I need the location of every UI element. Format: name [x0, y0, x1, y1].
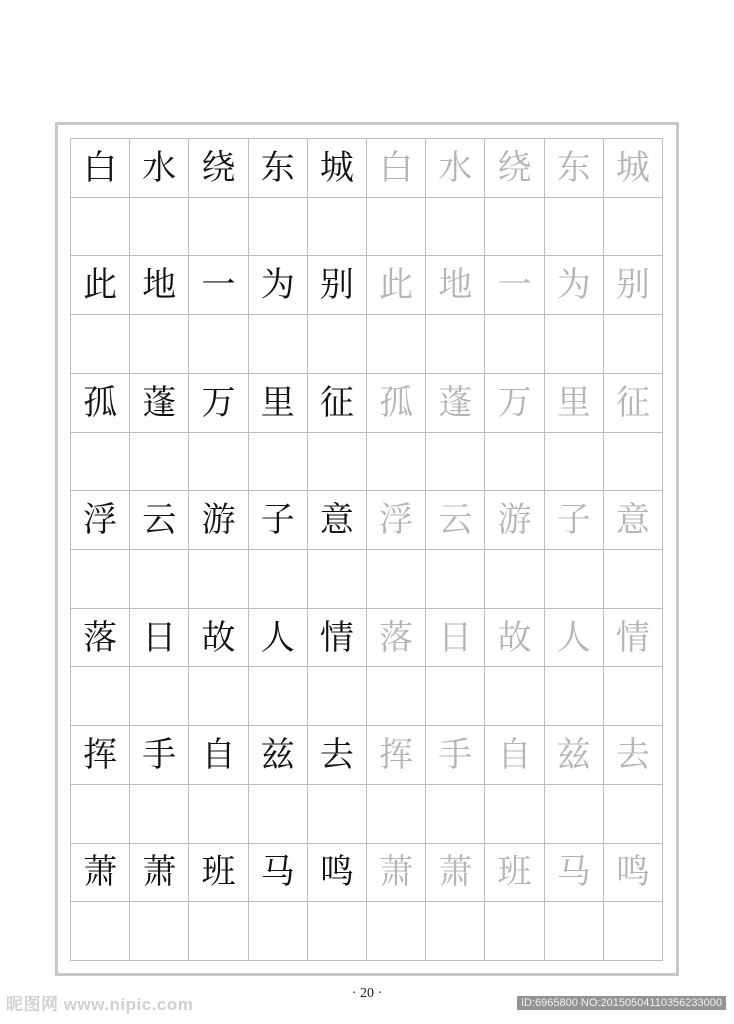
empty-practice-cell [249, 550, 308, 609]
empty-practice-cell [604, 550, 663, 609]
trace-character: 萧 [367, 844, 426, 903]
empty-practice-cell [249, 902, 308, 961]
trace-character: 班 [485, 844, 544, 903]
empty-practice-cell [604, 785, 663, 844]
empty-practice-cell [367, 667, 426, 726]
model-character: 云 [130, 491, 189, 550]
empty-practice-cell [130, 785, 189, 844]
model-character: 地 [130, 256, 189, 315]
model-character: 一 [189, 256, 248, 315]
empty-practice-cell [426, 785, 485, 844]
empty-practice-cell [426, 433, 485, 492]
empty-practice-cell [189, 785, 248, 844]
trace-character: 子 [545, 491, 604, 550]
model-character: 手 [130, 726, 189, 785]
model-character: 东 [249, 139, 308, 198]
empty-practice-cell [130, 198, 189, 257]
empty-practice-cell [130, 433, 189, 492]
trace-character: 云 [426, 491, 485, 550]
empty-practice-cell [130, 315, 189, 374]
model-character: 去 [308, 726, 367, 785]
empty-practice-cell [426, 315, 485, 374]
model-character: 班 [189, 844, 248, 903]
model-character: 落 [71, 609, 130, 668]
empty-practice-cell [308, 785, 367, 844]
empty-practice-cell [604, 198, 663, 257]
empty-practice-cell [71, 667, 130, 726]
empty-practice-cell [485, 315, 544, 374]
model-character: 人 [249, 609, 308, 668]
watermark-id: ID:6965800 NO:20150504110356233000 [517, 996, 726, 1010]
trace-character: 手 [426, 726, 485, 785]
model-character: 意 [308, 491, 367, 550]
model-character: 马 [249, 844, 308, 903]
model-character: 游 [189, 491, 248, 550]
empty-practice-cell [485, 198, 544, 257]
empty-practice-cell [308, 667, 367, 726]
trace-character: 兹 [545, 726, 604, 785]
empty-practice-cell [71, 550, 130, 609]
model-character: 为 [249, 256, 308, 315]
model-character: 自 [189, 726, 248, 785]
trace-character: 地 [426, 256, 485, 315]
trace-character: 东 [545, 139, 604, 198]
model-character: 萧 [130, 844, 189, 903]
empty-practice-cell [367, 198, 426, 257]
empty-practice-cell [189, 315, 248, 374]
empty-practice-cell [545, 433, 604, 492]
model-character: 浮 [71, 491, 130, 550]
trace-character: 此 [367, 256, 426, 315]
character-grid [70, 138, 663, 961]
trace-character: 情 [604, 609, 663, 668]
model-character: 鸣 [308, 844, 367, 903]
empty-practice-cell [71, 902, 130, 961]
empty-practice-cell [426, 667, 485, 726]
empty-practice-cell [426, 198, 485, 257]
empty-practice-cell [545, 550, 604, 609]
trace-character: 落 [367, 609, 426, 668]
trace-character: 水 [426, 139, 485, 198]
empty-practice-cell [249, 785, 308, 844]
empty-practice-cell [604, 433, 663, 492]
empty-practice-cell [426, 902, 485, 961]
model-character: 此 [71, 256, 130, 315]
trace-character: 意 [604, 491, 663, 550]
trace-character: 白 [367, 139, 426, 198]
model-character: 故 [189, 609, 248, 668]
empty-practice-cell [485, 550, 544, 609]
empty-practice-cell [189, 902, 248, 961]
empty-practice-cell [367, 902, 426, 961]
trace-character: 绕 [485, 139, 544, 198]
trace-character: 人 [545, 609, 604, 668]
empty-practice-cell [485, 785, 544, 844]
empty-practice-cell [189, 667, 248, 726]
empty-practice-cell [545, 198, 604, 257]
empty-practice-cell [308, 433, 367, 492]
trace-character: 故 [485, 609, 544, 668]
model-character: 水 [130, 139, 189, 198]
trace-character: 一 [485, 256, 544, 315]
empty-practice-cell [545, 785, 604, 844]
trace-character: 鸣 [604, 844, 663, 903]
model-character: 日 [130, 609, 189, 668]
trace-character: 蓬 [426, 374, 485, 433]
empty-practice-cell [308, 550, 367, 609]
empty-practice-cell [545, 667, 604, 726]
empty-practice-cell [249, 198, 308, 257]
empty-practice-cell [367, 433, 426, 492]
trace-character: 浮 [367, 491, 426, 550]
trace-character: 别 [604, 256, 663, 315]
trace-character: 里 [545, 374, 604, 433]
empty-practice-cell [485, 433, 544, 492]
empty-practice-cell [189, 198, 248, 257]
empty-practice-cell [604, 667, 663, 726]
empty-practice-cell [367, 315, 426, 374]
model-character: 绕 [189, 139, 248, 198]
model-character: 万 [189, 374, 248, 433]
trace-character: 日 [426, 609, 485, 668]
empty-practice-cell [308, 902, 367, 961]
watermark-logo: 昵图网 www.nipic.com [6, 995, 194, 1014]
model-character: 子 [249, 491, 308, 550]
empty-practice-cell [308, 315, 367, 374]
trace-character: 萧 [426, 844, 485, 903]
model-character: 征 [308, 374, 367, 433]
empty-practice-cell [71, 198, 130, 257]
empty-practice-cell [426, 550, 485, 609]
empty-practice-cell [71, 433, 130, 492]
model-character: 挥 [71, 726, 130, 785]
trace-character: 孤 [367, 374, 426, 433]
empty-practice-cell [249, 433, 308, 492]
empty-practice-cell [367, 550, 426, 609]
model-character: 萧 [71, 844, 130, 903]
empty-practice-cell [189, 433, 248, 492]
page-number: · 20 · [351, 986, 383, 1001]
model-character: 白 [71, 139, 130, 198]
model-character: 兹 [249, 726, 308, 785]
model-character: 情 [308, 609, 367, 668]
trace-character: 自 [485, 726, 544, 785]
empty-practice-cell [189, 550, 248, 609]
empty-practice-cell [485, 902, 544, 961]
empty-practice-cell [130, 902, 189, 961]
empty-practice-cell [71, 785, 130, 844]
empty-practice-cell [604, 315, 663, 374]
model-character: 蓬 [130, 374, 189, 433]
empty-practice-cell [249, 315, 308, 374]
trace-character: 城 [604, 139, 663, 198]
trace-character: 马 [545, 844, 604, 903]
trace-character: 挥 [367, 726, 426, 785]
empty-practice-cell [367, 785, 426, 844]
trace-character: 征 [604, 374, 663, 433]
empty-practice-cell [485, 667, 544, 726]
trace-character: 万 [485, 374, 544, 433]
empty-practice-cell [545, 902, 604, 961]
model-character: 别 [308, 256, 367, 315]
trace-character: 去 [604, 726, 663, 785]
empty-practice-cell [130, 550, 189, 609]
model-character: 孤 [71, 374, 130, 433]
trace-character: 为 [545, 256, 604, 315]
empty-practice-cell [130, 667, 189, 726]
empty-practice-cell [604, 902, 663, 961]
empty-practice-cell [249, 667, 308, 726]
trace-character: 游 [485, 491, 544, 550]
empty-practice-cell [545, 315, 604, 374]
model-character: 城 [308, 139, 367, 198]
empty-practice-cell [71, 315, 130, 374]
empty-practice-cell [308, 198, 367, 257]
model-character: 里 [249, 374, 308, 433]
